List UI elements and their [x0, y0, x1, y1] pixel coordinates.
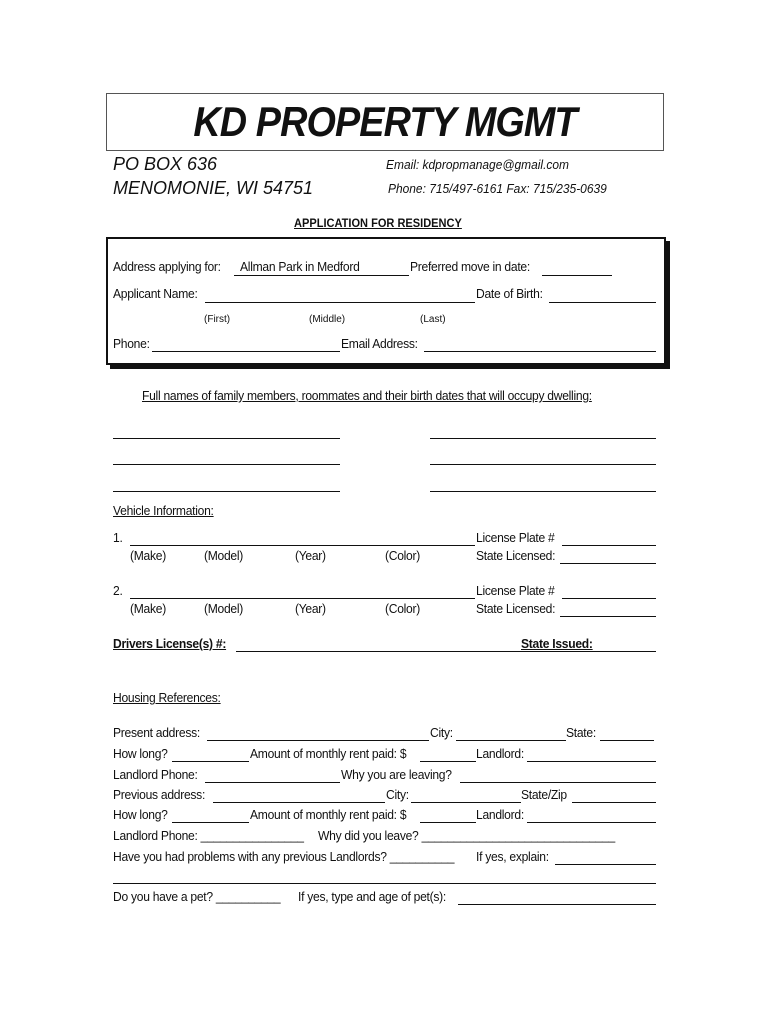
vehicle-2-number: 2.: [113, 583, 123, 598]
pet-question: Do you have a pet? __________: [113, 889, 281, 904]
problems-label: Have you had problems with any previous Landlords? __________: [113, 849, 455, 864]
vehicle-2-plate-label: License Plate #: [476, 583, 555, 598]
vehicle-1-number: 1.: [113, 530, 123, 545]
why-leave-2-label: Why did you leave? ______________________________: [318, 828, 615, 843]
phone-field[interactable]: [152, 351, 340, 352]
vehicle-heading: Vehicle Information:: [113, 503, 214, 518]
state-zip-field[interactable]: [572, 802, 656, 803]
housing-heading: Housing References:: [113, 690, 221, 705]
vehicle-1-model-hint: (Model): [204, 548, 244, 563]
company-name: KD PROPERTY MGMT: [193, 98, 577, 145]
move-in-field[interactable]: [542, 275, 612, 276]
family-field-5[interactable]: [113, 491, 340, 492]
previous-address-field[interactable]: [213, 802, 385, 803]
header-box: [106, 93, 664, 151]
vehicle-2-year-hint: (Year): [295, 601, 326, 616]
vehicle-2-plate-field[interactable]: [562, 598, 656, 599]
family-field-1[interactable]: [113, 438, 340, 439]
state-issued-label: State Issued:: [521, 636, 593, 651]
first-hint: (First): [204, 314, 231, 325]
dob-field[interactable]: [549, 302, 656, 303]
vehicle-1-color-hint: (Color): [385, 548, 420, 563]
license-label: Drivers License(s) #:: [113, 636, 227, 651]
state-zip-label: State/Zip: [521, 787, 567, 802]
name-label: Applicant Name:: [113, 286, 198, 301]
present-state-field[interactable]: [600, 740, 654, 741]
applicant-name-field[interactable]: [205, 302, 475, 303]
family-field-2[interactable]: [430, 438, 656, 439]
explain-continuation-field[interactable]: [113, 883, 656, 884]
vehicle-1-plate-label: License Plate #: [476, 530, 555, 545]
rent-2-field[interactable]: [420, 822, 476, 823]
present-city-field[interactable]: [456, 740, 566, 741]
landlord-2-field[interactable]: [527, 822, 656, 823]
company-email: Email: kdpropmanage@gmail.com: [386, 157, 569, 172]
family-heading: Full names of family members, roommates and their birth dates that will occupy dwelling:: [142, 388, 592, 403]
address-value: Allman Park in Medford: [240, 259, 360, 274]
landlord-label: Landlord:: [476, 746, 524, 761]
family-field-4[interactable]: [430, 464, 656, 465]
family-field-3[interactable]: [113, 464, 340, 465]
landlord-2-label: Landlord:: [476, 807, 524, 822]
previous-city-label: City:: [386, 787, 409, 802]
landlord-phone-field[interactable]: [205, 782, 340, 783]
how-long-2-field[interactable]: [172, 822, 249, 823]
email-field[interactable]: [424, 351, 656, 352]
how-long-label: How long?: [113, 746, 168, 761]
license-field[interactable]: [236, 651, 656, 652]
vehicle-2-field[interactable]: [130, 598, 475, 599]
last-hint: (Last): [420, 314, 446, 325]
vehicle-2-state-label: State Licensed:: [476, 601, 556, 616]
previous-city-field[interactable]: [411, 802, 521, 803]
vehicle-1-make-hint: (Make): [130, 548, 166, 563]
address-field[interactable]: [234, 275, 409, 276]
phone-label: Phone:: [113, 336, 150, 351]
vehicle-2-state-field[interactable]: [560, 616, 656, 617]
present-city-label: City:: [430, 725, 453, 740]
vehicle-1-state-field[interactable]: [560, 563, 656, 564]
landlord-phone-2-label: Landlord Phone: ________________: [113, 828, 304, 843]
email-label: Email Address:: [341, 336, 418, 351]
explain-field[interactable]: [555, 864, 656, 865]
dob-label: Date of Birth:: [476, 286, 543, 301]
landlord-field[interactable]: [527, 761, 656, 762]
vehicle-1-plate-field[interactable]: [562, 545, 656, 546]
middle-hint: (Middle): [309, 314, 346, 325]
company-phone-fax: Phone: 715/497-6161 Fax: 715/235-0639: [388, 181, 607, 196]
address-label: Address applying for:: [113, 259, 221, 274]
previous-address-label: Previous address:: [113, 787, 206, 802]
family-field-6[interactable]: [430, 491, 656, 492]
rent-label: Amount of monthly rent paid: $: [250, 746, 407, 761]
present-address-field[interactable]: [207, 740, 429, 741]
vehicle-2-color-hint: (Color): [385, 601, 420, 616]
landlord-phone-label: Landlord Phone:: [113, 767, 198, 782]
city-line: MENOMONIE, WI 54751: [113, 178, 314, 198]
po-box: PO BOX 636: [113, 154, 218, 174]
rent-field[interactable]: [420, 761, 476, 762]
vehicle-1-field[interactable]: [130, 545, 475, 546]
present-state-label: State:: [566, 725, 596, 740]
rent-2-label: Amount of monthly rent paid: $: [250, 807, 407, 822]
how-long-2-label: How long?: [113, 807, 168, 822]
why-leaving-field[interactable]: [460, 782, 656, 783]
vehicle-2-make-hint: (Make): [130, 601, 166, 616]
pet-type-label: If yes, type and age of pet(s):: [298, 889, 446, 904]
pet-type-field[interactable]: [458, 904, 656, 905]
explain-label: If yes, explain:: [476, 849, 549, 864]
how-long-field[interactable]: [172, 761, 249, 762]
form-title: APPLICATION FOR RESIDENCY: [294, 216, 462, 230]
why-leaving-label: Why you are leaving?: [341, 767, 452, 782]
move-in-label: Preferred move in date:: [410, 259, 530, 274]
vehicle-1-year-hint: (Year): [295, 548, 326, 563]
present-address-label: Present address:: [113, 725, 200, 740]
vehicle-1-state-label: State Licensed:: [476, 548, 556, 563]
vehicle-2-model-hint: (Model): [204, 601, 244, 616]
